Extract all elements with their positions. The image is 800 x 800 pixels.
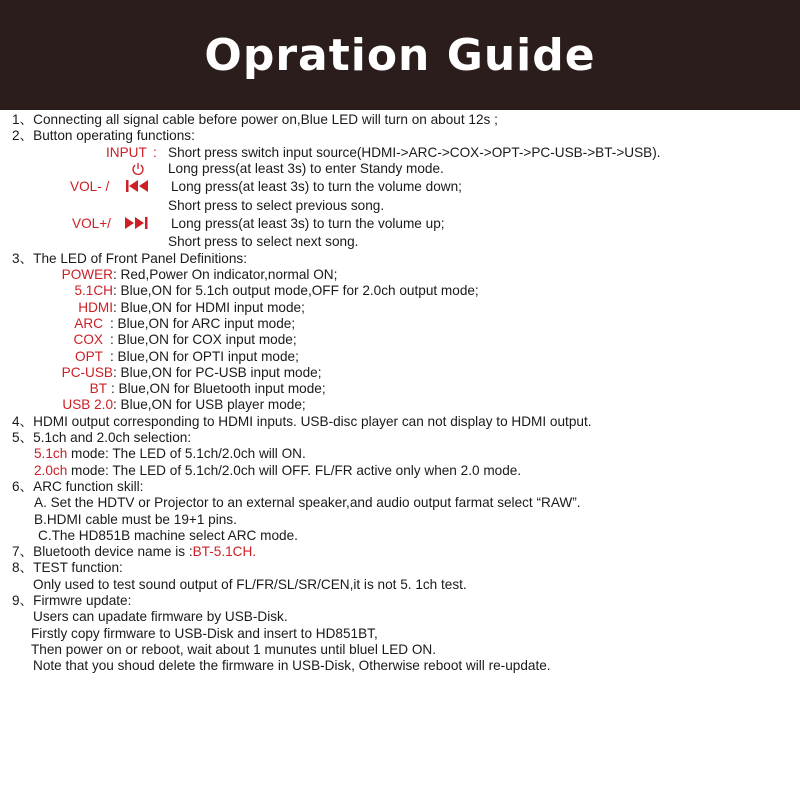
led-text-arc: : Blue,ON for ARC input mode;: [110, 315, 296, 331]
firmware-line-3: Then power on or reboot, wait about 1 munutes until bluel LED ON.: [31, 641, 437, 657]
mode-51ch-label: 5.1ch: [34, 446, 68, 462]
previous-track-icon: [124, 178, 152, 198]
input-button-row: [0, 145, 800, 161]
led-label-bt: BT: [89, 381, 107, 397]
mode-20ch-text: mode: The LED of 5.1ch/2.0ch will OFF. FL/FR active only when 2.0 mode.: [67, 462, 522, 478]
vol-down-short-row: [0, 198, 800, 214]
led-text-bt: : Blue,ON for Bluetooth input mode;: [111, 381, 326, 397]
section-3-heading: 3、The LED of Front Panel Definitions:: [12, 250, 247, 266]
bluetooth-name-text: 7、Bluetooth device name is :: [12, 544, 193, 560]
page-title: Opration Guide: [204, 29, 596, 81]
led-row-hdmi: [0, 300, 800, 316]
section-4: 4、HDMI output corresponding to HDMI inputs. USB-disc player can not display to HDMI output.: [12, 413, 592, 429]
test-function-text: Only used to test sound output of FL/FR/SL/SR/CEN,it is not 5. 1ch test.: [33, 576, 467, 592]
section-1: 1、Connecting all signal cable before power on,Blue LED will turn on about 12s ;: [12, 112, 498, 127]
input-long-row: [0, 161, 800, 177]
mode-20ch-label: 2.0ch: [34, 462, 68, 478]
section-9-heading: 9、Firmwre update:: [12, 593, 132, 609]
led-row-opt: [0, 349, 800, 365]
section-7: [0, 544, 800, 560]
led-label-arc: ARC: [74, 315, 103, 331]
mode-51ch-line: [0, 446, 800, 462]
led-label-cox: COX: [73, 332, 103, 348]
guide-content: [0, 112, 800, 675]
led-text-opt: : Blue,ON for OPTI input mode;: [110, 348, 299, 364]
bluetooth-device-name: BT-5.1CH.: [192, 544, 257, 560]
led-text-power: : Red,Power On indicator,normal ON;: [113, 267, 338, 283]
led-row-pcusb: [0, 365, 800, 381]
vol-down-long-press: Long press(at least 3s) to turn the volume down;: [171, 179, 462, 195]
led-text-cox: : Blue,ON for COX input mode;: [110, 332, 297, 348]
vol-up-row: [0, 214, 800, 234]
input-label: INPUT: [106, 144, 147, 160]
mode-51ch-text: mode: The LED of 5.1ch/2.0ch will ON.: [67, 446, 306, 462]
arc-step-b: B.HDMI cable must be 19+1 pins.: [34, 511, 237, 527]
led-label-hdmi: HDMI: [78, 299, 113, 315]
led-row-cox: [0, 332, 800, 348]
led-row-power: [0, 267, 800, 283]
section-6-heading: 6、ARC function skill:: [12, 478, 144, 494]
vol-down-short-press: Short press to select previous song.: [168, 198, 385, 214]
led-row-arc: [0, 316, 800, 332]
vol-up-short-press: Short press to select next song.: [168, 234, 359, 250]
vol-up-long-press: Long press(at least 3s) to turn the volume up;: [171, 216, 445, 232]
input-separator: :: [153, 144, 157, 160]
firmware-line-2: Firstly copy firmware to USB-Disk and insert to HD851BT,: [31, 625, 378, 641]
led-label-usb20: USB 2.0: [62, 397, 113, 413]
firmware-line-4: Note that you shoud delete the firmware in USB-Disk, Otherwise reboot will re-update.: [33, 658, 551, 674]
led-text-51ch: : Blue,ON for 5.1ch output mode,OFF for 2.0ch output mode;: [113, 283, 479, 299]
led-text-usb20: : Blue,ON for USB player mode;: [113, 397, 306, 413]
vol-down-row: [0, 177, 800, 198]
next-track-icon: [122, 215, 150, 235]
arc-step-a: A. Set the HDTV or Projector to an external speaker,and audio output farmat select “RAW”.: [34, 495, 581, 511]
title-banner: [0, 0, 800, 110]
section-5-heading: 5、5.1ch and 2.0ch selection:: [12, 430, 192, 446]
led-label-51ch: 5.1CH: [74, 283, 113, 299]
input-long-press: Long press(at least 3s) to enter Standy mode.: [168, 160, 444, 176]
led-row-51ch: [0, 283, 800, 299]
led-text-hdmi: : Blue,ON for HDMI input mode;: [113, 299, 305, 315]
led-label-pcusb: PC-USB: [61, 364, 113, 380]
led-label-opt: OPT: [75, 348, 103, 364]
vol-up-label: VOL+/: [72, 216, 111, 232]
firmware-line-1: Users can upadate firmware by USB-Disk.: [33, 609, 288, 625]
arc-step-c: C.The HD851B machine select ARC mode.: [38, 527, 298, 543]
led-row-bt: [0, 381, 800, 397]
led-text-pcusb: : Blue,ON for PC-USB input mode;: [113, 364, 322, 380]
input-short-press: Short press switch input source(HDMI->ARC->COX->OPT->PC-USB->BT->USB).: [168, 144, 661, 160]
vol-up-short-row: [0, 234, 800, 250]
led-row-usb20: [0, 397, 800, 413]
mode-20ch-line: [0, 463, 800, 479]
section-2-heading: 2、Button operating functions:: [12, 128, 195, 144]
vol-down-label: VOL- /: [70, 179, 110, 195]
section-8-heading: 8、TEST function:: [12, 560, 123, 576]
led-label-power: POWER: [61, 267, 113, 283]
